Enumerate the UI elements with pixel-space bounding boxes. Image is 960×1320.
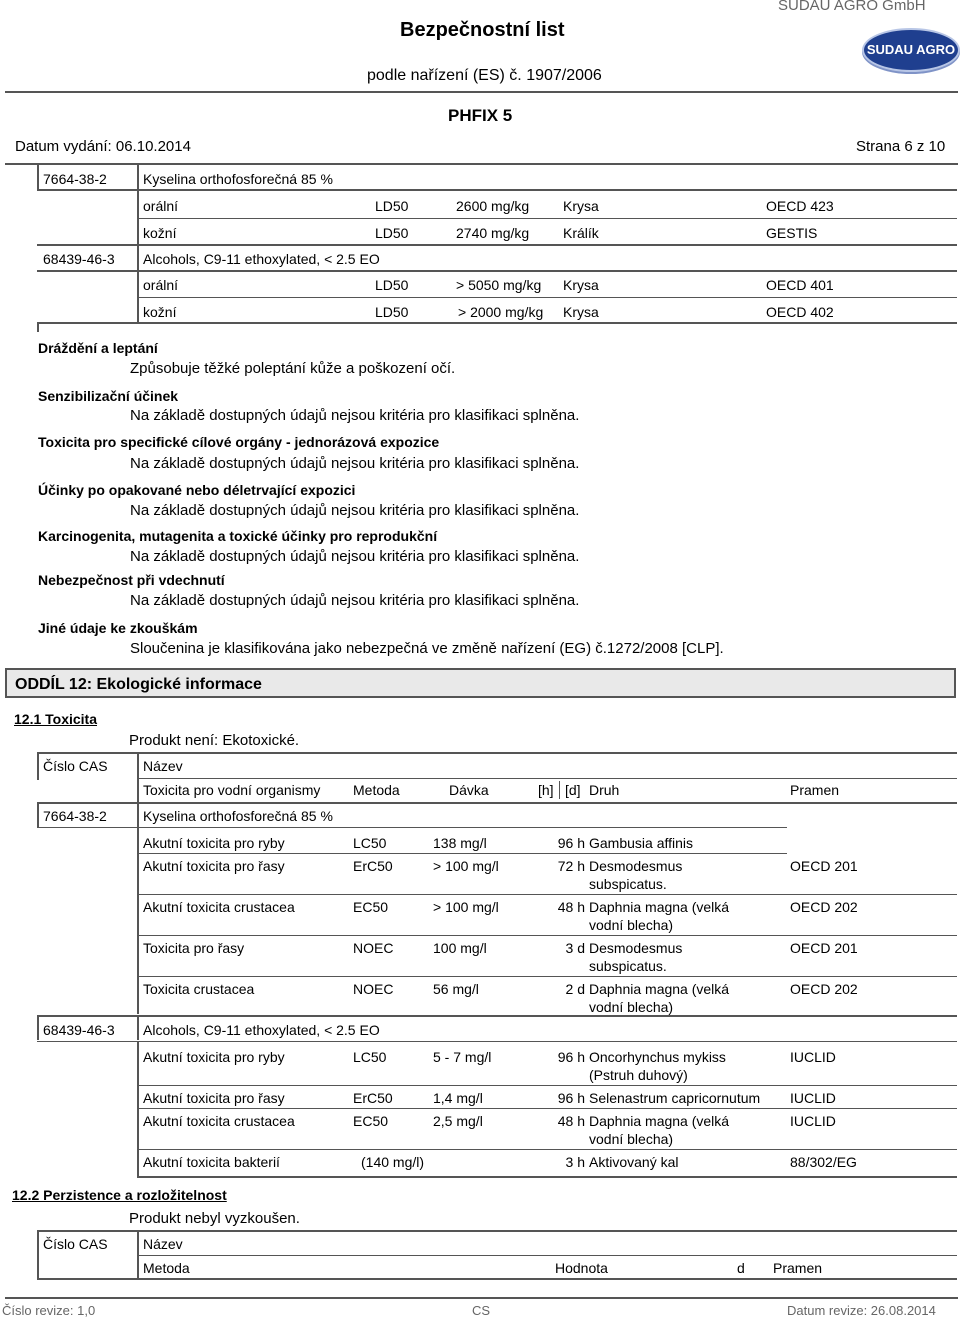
hazard-heading: Toxicita pro specifické cílové orgány - jednorázová expozice bbox=[38, 434, 440, 450]
subsection-note: Produkt není: Ekotoxické. bbox=[129, 732, 300, 749]
hazard-text: Na základě dostupných údajů nejsou kritéria pro klasifikaci splněna. bbox=[130, 407, 580, 424]
table-row-rule bbox=[37, 752, 957, 754]
test-dose: > 100 mg/l bbox=[433, 899, 499, 915]
subsection-title: 12.1 Toxicita bbox=[14, 711, 98, 727]
tox-route: kožní bbox=[143, 304, 177, 320]
test-method: LC50 bbox=[353, 835, 387, 851]
tox-species: Krysa bbox=[563, 198, 599, 214]
test-duration: 72 h bbox=[557, 858, 585, 874]
test-species-cont: subspicatus. bbox=[589, 876, 667, 892]
tox-species: Krysa bbox=[563, 277, 599, 293]
test-species: Aktivovaný kal bbox=[589, 1154, 679, 1170]
tox-dose: > 2000 mg/kg bbox=[458, 304, 544, 320]
table-border bbox=[137, 1016, 139, 1040]
table-row-rule bbox=[37, 322, 957, 324]
tox-source: OECD 402 bbox=[766, 304, 834, 320]
column-header-value: Hodnota bbox=[555, 1260, 608, 1276]
hazard-heading: Dráždění a leptání bbox=[38, 340, 158, 356]
test-name: Toxicita pro řasy bbox=[143, 940, 245, 956]
hazard-text: Na základě dostupných údajů nejsou kritéria pro klasifikaci splněna. bbox=[130, 548, 580, 565]
regulation-text: podle nařízení (ES) č. 1907/2006 bbox=[367, 67, 602, 84]
test-method: ErC50 bbox=[353, 1090, 393, 1106]
test-dose: 2,5 mg/l bbox=[433, 1113, 483, 1129]
test-source: 88/302/EG bbox=[790, 1154, 857, 1170]
cas-number: 68439-46-3 bbox=[43, 251, 115, 267]
revision-number: Číslo revize: 1,0 bbox=[2, 1303, 96, 1318]
column-header-days: [d] bbox=[565, 782, 581, 798]
table-border bbox=[559, 781, 560, 799]
tox-type: LD50 bbox=[375, 277, 409, 293]
test-species: Desmodesmus bbox=[589, 858, 683, 874]
table-border bbox=[137, 778, 139, 802]
table-row-rule bbox=[37, 1015, 957, 1017]
test-species: Oncorhynchus mykiss bbox=[589, 1049, 726, 1065]
company-logo bbox=[862, 28, 960, 72]
test-name: Akutní toxicita pro řasy bbox=[143, 858, 285, 874]
tox-source: OECD 401 bbox=[766, 277, 834, 293]
logo-text: SUDAU AGRO bbox=[866, 42, 956, 57]
table-row-rule bbox=[137, 1149, 957, 1150]
table-row-rule bbox=[37, 827, 787, 828]
language-code: CS bbox=[472, 1303, 491, 1318]
hazard-heading: Účinky po opakované nebo déletrvající expozici bbox=[38, 482, 356, 498]
column-header-cas: Číslo CAS bbox=[43, 1236, 108, 1252]
hazard-text: Na základě dostupných údajů nejsou kritéria pro klasifikaci splněna. bbox=[130, 502, 580, 519]
test-dose: 1,4 mg/l bbox=[433, 1090, 483, 1106]
table-border bbox=[137, 828, 139, 1014]
test-species-cont: subspicatus. bbox=[589, 958, 667, 974]
hazard-heading: Jiné údaje ke zkouškám bbox=[38, 620, 198, 636]
tox-dose: > 5050 mg/kg bbox=[456, 277, 542, 293]
test-species: Daphnia magna (velká bbox=[589, 899, 730, 915]
page-number: Strana 6 z 10 bbox=[856, 138, 946, 155]
table-border bbox=[137, 165, 139, 189]
table-border bbox=[37, 753, 39, 780]
test-dose: > 100 mg/l bbox=[433, 858, 499, 874]
issue-date: Datum vydání: 06.10.2014 bbox=[15, 138, 191, 155]
hazard-heading: Karcinogenita, mutagenita a toxické účinky pro reprodukční bbox=[38, 528, 438, 544]
test-dose: (140 mg/l) bbox=[361, 1154, 425, 1170]
column-header-organism: Toxicita pro vodní organismy bbox=[143, 782, 321, 798]
table-row-rule bbox=[137, 1176, 957, 1178]
tox-type: LD50 bbox=[375, 225, 409, 241]
test-method: NOEC bbox=[353, 940, 394, 956]
table-row-rule bbox=[37, 1041, 957, 1042]
test-name: Akutní toxicita pro řasy bbox=[143, 1090, 285, 1106]
test-duration: 96 h bbox=[557, 1090, 585, 1106]
test-dose: 56 mg/l bbox=[433, 981, 479, 997]
test-species: Gambusia affinis bbox=[589, 835, 694, 851]
column-header-source: Pramen bbox=[790, 782, 840, 798]
test-name: Akutní toxicita bakterií bbox=[143, 1154, 280, 1170]
table-row-rule bbox=[137, 1085, 957, 1086]
table-row-rule bbox=[137, 935, 957, 936]
table-row-rule bbox=[37, 244, 957, 246]
tox-dose: 2600 mg/kg bbox=[456, 198, 530, 214]
substance-name: Kyselina orthofosforečná 85 % bbox=[143, 808, 333, 824]
table-border bbox=[37, 1016, 39, 1040]
hazard-heading: Nebezpečnost při vdechnutí bbox=[38, 572, 225, 588]
hazard-heading: Senzibilizační účinek bbox=[38, 388, 179, 404]
subsection-note: Produkt nebyl vyzkoušen. bbox=[129, 1210, 300, 1227]
test-source: OECD 201 bbox=[790, 940, 858, 956]
test-species-cont: vodní blecha) bbox=[589, 999, 674, 1015]
test-source: OECD 202 bbox=[790, 981, 858, 997]
test-species: Selenastrum capricornutum bbox=[589, 1090, 761, 1106]
table-row-rule bbox=[37, 189, 957, 191]
tox-type: LD50 bbox=[375, 198, 409, 214]
table-border bbox=[37, 803, 39, 827]
table-row-rule bbox=[137, 853, 787, 854]
column-header-method: Metoda bbox=[143, 1260, 190, 1276]
table-border bbox=[137, 753, 139, 780]
table-border bbox=[137, 1042, 139, 1178]
test-method: EC50 bbox=[353, 1113, 389, 1129]
column-header-dose: Dávka bbox=[449, 782, 489, 798]
table-row-rule bbox=[37, 802, 957, 804]
table-row-rule bbox=[37, 1278, 957, 1280]
test-source: IUCLID bbox=[790, 1090, 836, 1106]
tox-type: LD50 bbox=[375, 304, 409, 320]
test-name: Toxicita crustacea bbox=[143, 981, 255, 997]
test-duration: 96 h bbox=[557, 1049, 585, 1065]
column-header-name: Název bbox=[143, 1236, 183, 1252]
tox-species: Krysa bbox=[563, 304, 599, 320]
table-row-rule bbox=[137, 778, 957, 779]
test-species: Daphnia magna (velká bbox=[589, 981, 730, 997]
hazard-text: Sloučenina je klasifikována jako nebezpečná ve změně nařízení (EG) č.1272/2008 [CLP]. bbox=[130, 640, 724, 657]
test-species: Desmodesmus bbox=[589, 940, 683, 956]
hazard-text: Na základě dostupných údajů nejsou kritéria pro klasifikaci splněna. bbox=[130, 455, 580, 472]
test-dose: 5 - 7 mg/l bbox=[433, 1049, 492, 1065]
test-dose: 138 mg/l bbox=[433, 835, 487, 851]
header-bottom-rule bbox=[5, 163, 958, 165]
test-source: OECD 201 bbox=[790, 858, 858, 874]
column-header-hours: [h] bbox=[538, 782, 554, 798]
test-name: Akutní toxicita crustacea bbox=[143, 1113, 295, 1129]
test-method: ErC50 bbox=[353, 858, 393, 874]
table-row-rule bbox=[137, 1255, 957, 1256]
company-name: SUDAU AGRO GmbH bbox=[778, 0, 926, 14]
test-duration: 3 d bbox=[565, 940, 585, 956]
table-border bbox=[37, 322, 39, 332]
revision-date: Datum revize: 26.08.2014 bbox=[787, 1303, 936, 1318]
test-duration: 48 h bbox=[557, 1113, 585, 1129]
table-row-rule bbox=[137, 218, 957, 219]
test-species-cont: vodní blecha) bbox=[589, 917, 674, 933]
tox-route: orální bbox=[143, 277, 179, 293]
tox-source: GESTIS bbox=[766, 225, 818, 241]
test-name: Akutní toxicita pro ryby bbox=[143, 1049, 285, 1065]
tox-route: kožní bbox=[143, 225, 177, 241]
test-source: IUCLID bbox=[790, 1113, 836, 1129]
product-name: PHFIX 5 bbox=[448, 106, 513, 125]
cas-number: 7664-38-2 bbox=[43, 808, 107, 824]
test-method: EC50 bbox=[353, 899, 389, 915]
test-dose: 100 mg/l bbox=[433, 940, 487, 956]
header-top-rule bbox=[5, 91, 958, 93]
table-row-rule bbox=[37, 1230, 957, 1232]
test-method: NOEC bbox=[353, 981, 394, 997]
substance-name: Alcohols, C9-11 ethoxylated, < 2.5 EO bbox=[143, 251, 380, 267]
cas-number: 68439-46-3 bbox=[43, 1022, 115, 1038]
table-row-rule bbox=[137, 894, 957, 895]
column-header-name: Název bbox=[143, 758, 183, 774]
substance-name: Kyselina orthofosforečná 85 % bbox=[143, 171, 333, 187]
test-source: OECD 202 bbox=[790, 899, 858, 915]
document-title: Bezpečnostní list bbox=[400, 19, 565, 41]
test-species-cont: (Pstruh duhový) bbox=[589, 1067, 688, 1083]
substance-name: Alcohols, C9-11 ethoxylated, < 2.5 EO bbox=[143, 1022, 380, 1038]
subsection-title: 12.2 Perzistence a rozložitelnost bbox=[12, 1187, 227, 1203]
table-border bbox=[137, 246, 139, 270]
test-duration: 48 h bbox=[557, 899, 585, 915]
tox-route: orální bbox=[143, 198, 179, 214]
column-header-source: Pramen bbox=[773, 1260, 823, 1276]
test-source: IUCLID bbox=[790, 1049, 836, 1065]
table-border bbox=[137, 803, 139, 827]
hazard-text: Způsobuje těžké poleptání kůže a poškození očí. bbox=[130, 360, 456, 377]
table-row-rule bbox=[137, 1108, 957, 1109]
table-row-rule bbox=[137, 297, 957, 298]
table-border bbox=[37, 1231, 39, 1279]
table-border bbox=[37, 165, 39, 189]
test-duration: 96 h bbox=[557, 835, 585, 851]
test-name: Akutní toxicita pro ryby bbox=[143, 835, 285, 851]
footer-rule bbox=[5, 1297, 958, 1299]
section-title: ODDÍL 12: Ekologické informace bbox=[15, 676, 262, 693]
hazard-text: Na základě dostupných údajů nejsou kritéria pro klasifikaci splněna. bbox=[130, 592, 580, 609]
table-row-rule bbox=[137, 976, 957, 977]
test-species-cont: vodní blecha) bbox=[589, 1131, 674, 1147]
test-duration: 2 d bbox=[565, 981, 585, 997]
column-header-days: d bbox=[737, 1260, 745, 1276]
test-method: LC50 bbox=[353, 1049, 387, 1065]
column-header-cas: Číslo CAS bbox=[43, 758, 108, 774]
column-header-species: Druh bbox=[589, 782, 620, 798]
column-header-method: Metoda bbox=[353, 782, 400, 798]
tox-dose: 2740 mg/kg bbox=[456, 225, 530, 241]
cas-number: 7664-38-2 bbox=[43, 171, 107, 187]
test-duration: 3 h bbox=[565, 1154, 585, 1170]
test-name: Akutní toxicita crustacea bbox=[143, 899, 295, 915]
table-row-rule bbox=[37, 270, 957, 272]
tox-source: OECD 423 bbox=[766, 198, 834, 214]
test-species: Daphnia magna (velká bbox=[589, 1113, 730, 1129]
tox-species: Králík bbox=[563, 225, 599, 241]
